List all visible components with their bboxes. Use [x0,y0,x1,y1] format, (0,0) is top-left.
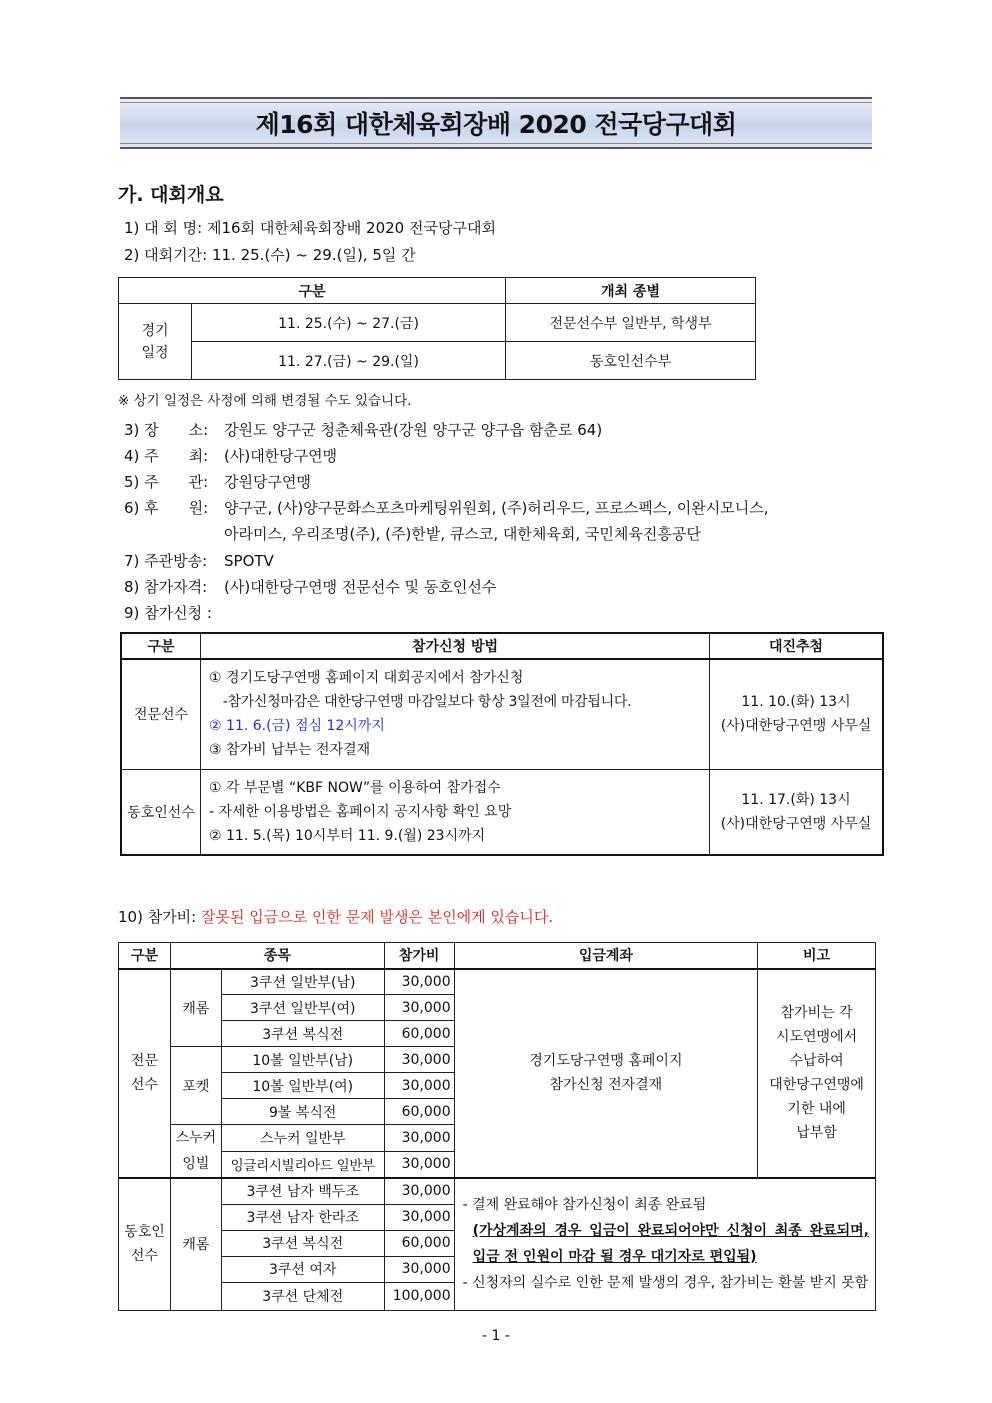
fee-amount: 100,000 [384,1282,454,1310]
app-method-line: ① 각 부문별 “KBF NOW”를 이용하여 참가접수 [209,779,501,796]
overview-name-value: 제16회 대한체육회장배 2020 전국당구대회 [207,219,496,237]
fee-heading-label: 10) 참가비: [118,908,201,926]
app-category: 전문선수 [121,659,201,769]
fee-note-line: - 결제 완료해야 참가신청이 최종 완료됨 [462,1197,707,1214]
overview-period-label: 2) 대회기간: [124,246,208,264]
app-method [201,769,710,855]
fee-amount: 30,000 [384,1125,454,1152]
schedule-note: ※ 상기 일정은 사정에 의해 변경될 수도 있습니다. [118,393,412,409]
fee-group-name: 스누커 잉빌 [170,1125,221,1179]
app-category: 동호인선수 [121,769,201,855]
schedule-header-category: 구분 [119,278,506,304]
fee-table [118,942,876,1311]
detail-value: 강원당구연맹 [224,473,311,491]
detail-value: (사)대한당구연맹 [224,447,338,465]
app-method-line: ③ 참가비 납부는 전자결재 [209,742,371,759]
fee-header-event: 종목 [170,943,384,969]
app-method-line: - 자세한 이용방법은 홈페이지 공지사항 확인 요망 [209,803,512,820]
detail-label: 9) 참가신청 : [124,604,212,622]
fee-item: 스누커 일반부 [221,1125,384,1152]
detail-broadcast [124,550,274,571]
schedule-date: 11. 25.(수) ~ 27.(금) [192,304,506,342]
app-header-category: 구분 [121,633,201,659]
schedule-event: 전문선수부 일반부, 학생부 [506,304,756,342]
fee-amount: 30,000 [384,995,454,1021]
fee-group-name: 포켓 [170,1047,221,1125]
page-number: - 1 - [482,1328,510,1344]
fee-item: 3쿠션 일반부(남) [221,969,384,995]
fee-item: 9볼 복식전 [221,1099,384,1125]
fee-note-bold: (가상계좌의 경우 입금이 완료되어야만 신청이 최종 완료되며, 입금 전 인원이 마감 될 경우 대기자로 편입됨) [472,1223,869,1266]
detail-organizer [124,471,311,492]
detail-eligibility [124,576,496,597]
fee-remark-pro: 참가비는 각 시도연맹에서 수납하여 대한당구연맹에 기한 내에 납부함 [758,969,876,1179]
overview-name [124,217,496,238]
fee-amount: 30,000 [384,1047,454,1073]
schedule-date: 11. 27.(금) ~ 29.(일) [192,342,506,380]
document-title: 제16회 대한체육회장배 2020 전국당구대회 [255,110,737,139]
section-heading: 가. 대회개요 [118,184,224,206]
detail-value: (사)대한당구연맹 전문선수 및 동호인선수 [224,578,497,596]
schedule-event: 동호인선수부 [506,342,756,380]
app-method-line: ② 11. 5.(목) 10시부터 11. 9.(월) 23시까지 [209,827,486,844]
fee-item: 3쿠션 남자 백두조 [221,1178,384,1204]
schedule-header-event: 개최 종별 [506,278,756,304]
fee-amount: 30,000 [384,969,454,995]
fee-item: 3쿠션 남자 한라조 [221,1204,384,1230]
fee-amount: 60,000 [384,1021,454,1047]
fee-item: 10볼 일반부(남) [221,1047,384,1073]
detail-value: 아라미스, 우리조명(주), (주)한밭, 큐스코, 대한체육회, 국민체육진흥공단 [224,525,701,543]
detail-application [124,602,212,623]
fee-amount: 30,000 [384,1178,454,1204]
app-method-line: ① 경기도당구연맹 홈페이지 대회공지에서 참가신청 [209,670,524,687]
overview-period-value: 11. 25.(수) ~ 29.(일), 5일 간 [211,246,416,264]
fee-header-account: 입금계좌 [454,943,758,969]
fee-item: 10볼 일반부(여) [221,1073,384,1099]
overview-name-label: 1) 대 회 명: [124,219,203,237]
app-draw [710,769,884,855]
app-draw-date: 11. 17.(화) 13시 [741,791,851,808]
detail-sponsor-cont [224,523,701,544]
fee-amount: 30,000 [384,1204,454,1230]
app-header-draw: 대진추첨 [710,633,884,659]
fee-amount: 60,000 [384,1099,454,1125]
detail-label: 3) 장 소: [124,421,209,439]
fee-amount: 30,000 [384,1256,454,1282]
app-draw [710,659,884,769]
app-draw-place: (사)대한당구연맹 사무실 [720,718,872,735]
overview-period [124,244,416,265]
app-method [201,659,710,769]
detail-label: 5) 주 관: [124,473,209,491]
fee-account-pro: 경기도당구연맹 홈페이지 참가신청 전자결재 [454,969,758,1179]
fee-item: 3쿠션 복식전 [221,1021,384,1047]
detail-value: 강원도 양구군 청춘체육관(강원 양구군 양구읍 함춘로 64) [224,421,603,439]
fee-item: 잉글리시빌리아드 일반부 [221,1151,384,1178]
fee-header-remark: 비고 [758,943,876,969]
fee-note-line: - 신청자의 실수로 인한 문제 발생의 경우, 참가비는 환불 받지 못함 [462,1275,869,1292]
fee-item: 3쿠션 단체전 [221,1282,384,1310]
detail-sponsor [124,497,769,518]
fee-amount: 60,000 [384,1230,454,1256]
fee-item: 3쿠션 일반부(여) [221,995,384,1021]
detail-label: 6) 후 원: [124,499,209,517]
fee-header-amount: 참가비 [384,943,454,969]
app-method-line: ② 11. 6.(금) 점심 12시까지 [209,718,385,735]
fee-pro-label: 전문 선수 [119,969,171,1179]
detail-venue [124,419,602,440]
fee-item: 3쿠션 여자 [221,1256,384,1282]
app-method-line: -참가신청마감은 대한당구연맹 마감일보다 항상 3일전에 마감됩니다. [209,694,632,711]
fee-group-name: 캐롬 [170,1178,221,1310]
app-draw-date: 11. 10.(화) 13시 [741,694,851,711]
fee-header-category: 구분 [119,943,171,969]
fee-amount: 30,000 [384,1073,454,1099]
application-table [120,632,884,856]
app-draw-place: (사)대한당구연맹 사무실 [720,815,872,832]
fee-item: 3쿠션 복식전 [221,1230,384,1256]
detail-host [124,445,337,466]
detail-label: 7) 주관방송: [124,552,208,570]
schedule-table [118,277,756,380]
detail-label: 8) 참가자격: [124,578,208,596]
detail-value: 양구군, (사)양구문화스포츠마케팅위원회, (주)허리우드, 프로스펙스, 이완시모니스, [224,499,769,517]
fee-amateur-label: 동호인 선수 [119,1178,171,1310]
fee-heading [118,906,553,927]
app-header-method: 참가신청 방법 [201,633,710,659]
fee-warning: 잘못된 입금으로 인한 문제 발생은 본인에게 있습니다. [201,908,554,926]
fee-group-name: 캐롬 [170,969,221,1047]
fee-amount: 30,000 [384,1151,454,1178]
fee-amateur-notes [454,1178,875,1310]
schedule-group-label: 경기 일정 [119,304,192,380]
detail-label: 4) 주 최: [124,447,209,465]
detail-value: SPOTV [224,552,274,570]
title-banner [120,97,872,149]
